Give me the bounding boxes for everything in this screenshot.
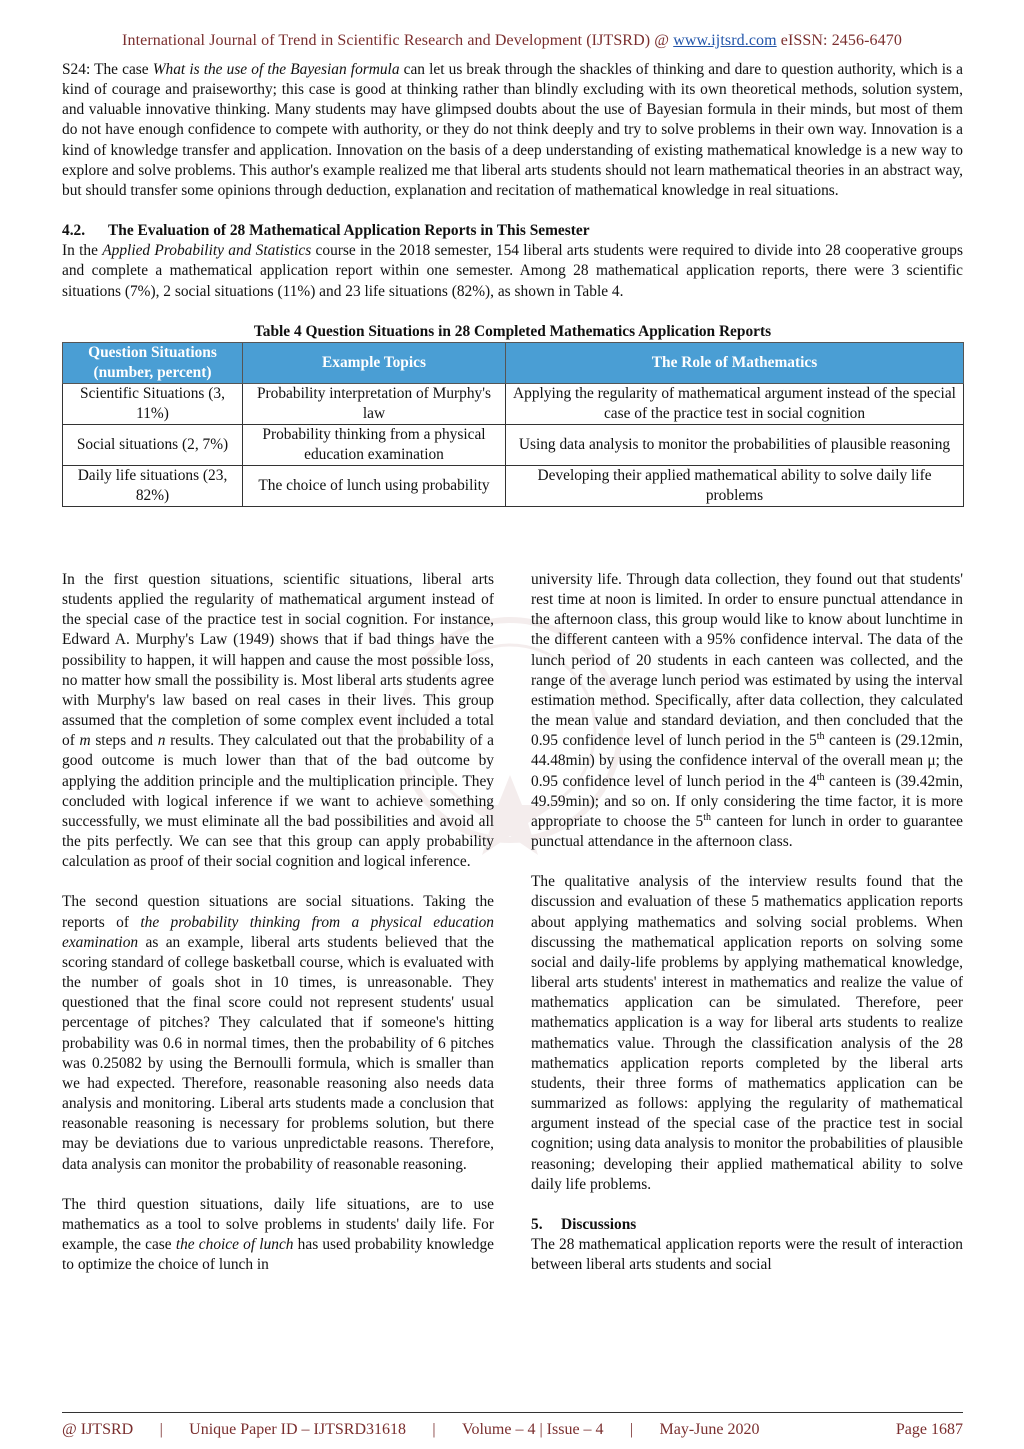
table-header-row: [63, 342, 964, 383]
s24-paragraph: [62, 60, 963, 201]
p-body: course in the 2018 semester, 154 liberal arts students were required to divide into 28 cooperative groups and complete a mathematical application report within one semester. Among 28 mathematical application reports, there were 3 scientific situations (7%), 2 social situations (11%) and 23 life situations (82%), as shown in Table 4.: [62, 242, 963, 300]
main-content: [62, 60, 963, 507]
footer-date: May-June 2020: [659, 1421, 760, 1438]
left-column: [62, 570, 494, 1296]
table-cell: The choice of lunch using probability: [243, 465, 506, 506]
left-paragraph-2: [62, 892, 494, 1174]
section-4-2-heading: [62, 221, 963, 241]
variable-n: n: [157, 732, 166, 750]
section-number: 5.: [531, 1215, 543, 1233]
superscript: th: [816, 731, 825, 743]
footer-paper-id: Unique Paper ID – IJTSRD31618: [189, 1421, 407, 1438]
text-run: results. They calculated out that the probability of a good outcome is much lower than that of the bad outcome by applying the addition principle and the multiplication principle. They concluded with logical inference if we want to achieve something successfully, we must eliminate all the bad possibilities and avoid all the pits perfectly. We can see that this group can apply probability calculation as proof of their social cognition and logical inference.: [62, 732, 495, 871]
journal-title: International Journal of Trend in Scientific Research and Development (IJTSRD) @: [122, 32, 674, 49]
right-paragraph-1: [531, 570, 963, 852]
course-name: Applied Probability and Statistics: [102, 242, 312, 260]
journal-header: [0, 32, 1024, 50]
footer-sep: |: [159, 1421, 163, 1438]
section-title: Discussions: [561, 1215, 637, 1233]
text-run: steps and: [90, 732, 158, 750]
section-title: The Evaluation of 28 Mathematical Application Reports in This Semester: [108, 222, 590, 240]
footer-sep: |: [432, 1421, 436, 1438]
journal-issn: eISSN: 2456-6470: [776, 32, 902, 49]
table-cell: Social situations (2, 7%): [63, 424, 243, 465]
left-paragraph-1: [62, 570, 494, 872]
text-run: canteen is (29.12min, 44.48min) by using the confidence interval of the overall mean μ; the 0.95 confidence level of lunch period in the 4: [531, 732, 963, 790]
table-cell: Daily life situations (23, 82%): [63, 465, 243, 506]
table-4: [62, 342, 964, 507]
text-run: canteen for lunch in order to guarantee punctual attendance in the afternoon class.: [531, 812, 963, 851]
table-row: [63, 424, 964, 465]
text-run: canteen is (39.42min, 49.59min); and so on. If only considering the time factor, it is more appropriate to choose the 5: [531, 772, 963, 830]
right-column: [531, 570, 963, 1296]
section-4-2-paragraph: [62, 241, 963, 301]
table-cell: Probability interpretation of Murphy's law: [243, 383, 506, 424]
table-cell: Developing their applied mathematical ability to solve daily life problems: [506, 465, 964, 506]
variable-m: m: [79, 732, 91, 750]
page-footer: [62, 1412, 963, 1439]
right-paragraph-3: The 28 mathematical application reports were the result of interaction between liberal arts students and social: [531, 1236, 963, 1274]
table-header-cell: Example Topics: [243, 342, 506, 383]
text-run: The third question situations, daily life situations, are to use mathematics as a tool to solve problems in students' daily life. For example, the case: [62, 1195, 494, 1254]
text-run: has used probability knowledge to optimize the choice of lunch in: [62, 1236, 494, 1274]
superscript: th: [816, 771, 825, 783]
table-cell: Probability thinking from a physical education examination: [243, 424, 506, 465]
footer-page: Page 1687: [895, 1421, 963, 1438]
left-paragraph-3: [62, 1195, 494, 1276]
footer-volume: Volume – 4 | Issue – 4: [461, 1421, 604, 1438]
case-title: the choice of lunch: [175, 1236, 294, 1254]
table-row: [63, 465, 964, 506]
superscript: th: [703, 811, 711, 823]
section-5-heading: [531, 1215, 963, 1235]
footer-journal: @ IJTSRD: [62, 1421, 134, 1438]
s24-body: can let us break through the shackles of thinking and dare to question authority, which is a kind of courage and praiseworthy; this case is good at thinking rather than blindly excluding with its own theoretical methods, solution system, and valuable innovative thinking. Many students may have glimpsed doubts about the use of Bayesian formula in their minds, but most of them do not have enough confidence to compete with authority, or they do not think deeply and try to solve problems in their own way. Innovation is a kind of knowledge transfer and application. Innovation on the basis of a deep understanding of existing mathematical knowledge is a new way to explore and solve problems. This author's example realized me that liberal arts students should not learn mathematical theories in an abstract way, but should transfer some opinions through deduction, explanation and recitation of mathematical knowledge in real situations.: [62, 61, 963, 199]
p-prefix: In the: [62, 242, 103, 260]
table-cell: Scientific Situations (3, 11%): [63, 383, 243, 424]
table-header-cell: The Role of Mathematics: [506, 342, 964, 383]
table-cell: Applying the regularity of mathematical argument instead of the special case of the practice test in social cognition: [506, 383, 964, 424]
s24-prefix: S24: The case: [62, 61, 153, 78]
s24-case-title: What is the use of the Bayesian formula: [152, 61, 400, 78]
text-run: as an example, liberal arts students believed that the scoring standard of college basketball course, which is evaluated with the number of goals shot in 10 times, is unreasonable. They questioned that the final score could not represent students' usual percentage of pitches? They calculated that if someone's hitting probability was 0.6 in normal times, then the probability of 6 pitches was 0.25082 by using the Bernoulli formula, which is smaller than we had expected. Therefore, reasonable reasoning also needs data analysis and monitoring. Liberal arts students made a conclusion that reasonable reasoning is necessary for problems solution, but there may be deviations due to various unpredictable reasons. Therefore, data analysis can monitor the probability of reasonable reasoning.: [62, 933, 494, 1173]
table-caption: Table 4 Question Situations in 28 Completed Mathematics Application Reports: [253, 322, 772, 340]
section-number: 4.2.: [62, 222, 86, 240]
text-run: The second question situations are social situations. Taking the reports of: [62, 893, 494, 931]
footer-sep: |: [629, 1421, 634, 1438]
table-row: [63, 383, 964, 424]
table-cell: Using data analysis to monitor the probabilities of plausible reasoning: [506, 424, 964, 465]
text-run: university life. Through data collection, they found out that students' rest time at noon is limited. In order to ensure punctual attendance in the afternoon class, this group would like to know about lunchtime in the different canteen with a 95% confidence interval. The data of the lunch period of 20 students in each canteen was collected, and the range of the average lunch period was estimated by using the interval estimation method. Specifically, after data collection, they calculated the mean value and standard deviation, and then concluded that the 0.95 confidence level of lunch period in the 5: [531, 571, 963, 750]
report-title: the probability thinking from a physical education examination: [62, 913, 494, 951]
journal-url-link[interactable]: www.ijtsrd.com: [673, 32, 777, 49]
text-run: In the first question situations, scientific situations, liberal arts students applied the regularity of mathematical argument instead of the special case of the practice test in social cognition. For instance, Edward A. Murphy's Law (1949) shows that if bad things have the possibility to happen, it will happen and cause the most possible loss, no matter how small the possibility is. Most liberal arts students agree with Murphy's law based on real cases in their lives. This group assumed that the completion of some complex event included a total of: [62, 571, 494, 750]
right-paragraph-2: The qualitative analysis of the interview results found that the discussion and evaluation of these 5 mathematics application reports about applying mathematics and solving social problems. When discussing the mathematical application reports on solving some social and daily-life problems by applying mathematical knowledge, liberal arts students' interest in mathematics and realize the value of mathematics application can be simulated. Therefore, peer mathematics application is a way for liberal arts students to realize mathematics value. Through the classification analysis of the 28 mathematics application reports completed by the liberal arts students, their three forms of mathematics application can be summarized as follows: applying the regularity of mathematical argument instead of the special case of the practice test in social cognition; using data analysis to monitor the probabilities of plausible reasoning; developing their applied mathematical ability to solve daily life problems.: [531, 873, 963, 1193]
table-header-cell: Question Situations (number, percent): [63, 342, 243, 383]
